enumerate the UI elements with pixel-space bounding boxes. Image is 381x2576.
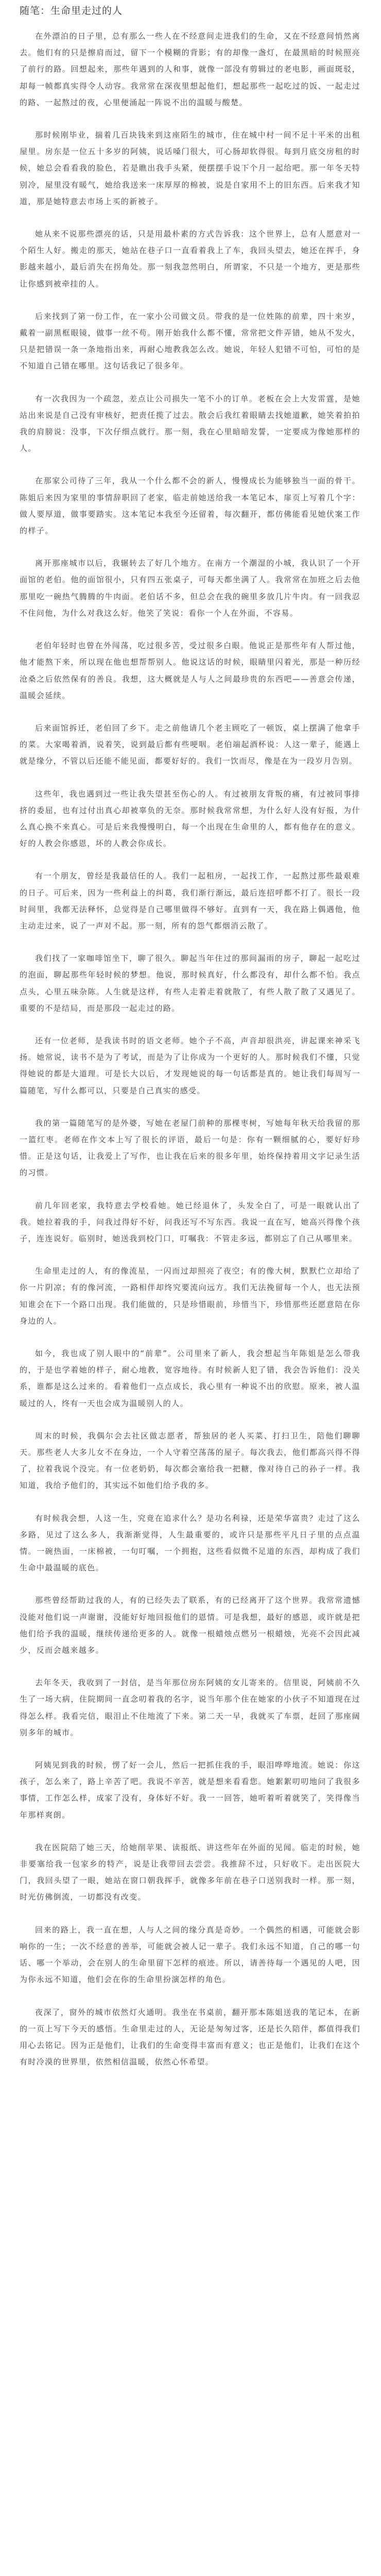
paragraph: 离开那座城市以后，我辗转去了好几个地方。在南方一个潮湿的小城，我认识了一个开面馆的老伯。他的面馆很小，只有四五张桌子，可每天都坐满了人。我常常在加班之后去他那里吃一碗热气腾腾的牛肉面。老伯话不多，但总会在我的碗里多放几片牛肉。有一回我忍不住问他，为什么对我这么好。他笑了笑说：看你一个人在外面，不容易。 — [20, 558, 360, 618]
paragraph: 周末的时候，我偶尔会去社区做志愿者，帮独居的老人买菜、打扫卫生，陪他们聊聊天。那些老人大多儿女不在身边，一个人守着空荡荡的屋子。每次我去，他们都高兴得不得了，拉着我说个没完。有一位老奶奶，每次都会塞给我一把糖，像对待自己的孙子一样。我知道，我给予他们的，其实远不如他们给予我的多。 — [20, 1431, 360, 1490]
paragraph: 在外漂泊的日子里，总有那么一些人在不经意间走进我们的生命，又在不经意间悄然离去。他们有的只是擦肩而过，留下一个模糊的背影；有的却像一盏灯，在最黑暗的时候照亮了前行的路。回想起来，那些年遇到的人和事，就像一部没有剪辑过的老电影，画面斑驳，却每一帧都真实得令人动容。我常常在深夜里想起他们，想起那些一起吃过的饭、一起走过的路、一起熬过的夜，心里便涌起一阵说不出的温暖与酸楚。 — [20, 31, 360, 107]
paragraph: 阿姨见到我的时候，愣了好一会儿，然后一把抓住我的手，眼泪哗哗地流。她说：你这孩子，怎么来了，路上辛苦了吧。我说不辛苦，就是想来看看您。她絮絮叨叨地问了我很多事情，工作怎么样，成家了没有，身体好不好。我一一回答，她听着听着就笑了，笑得像当年那样爽朗。 — [20, 1760, 360, 1820]
paragraph: 前几年回老家，我特意去学校看她。她已经退休了，头发全白了，可是一眼就认出了我。她拉着我的手，问我过得好不好，问我还写不写东西。我说一直在写，她高兴得像个孩子，连连说好。临别时，她送我到校门口，叮嘱我：不管走多远，都别忘了自己从哪里来。 — [20, 1200, 360, 1243]
paragraph: 这些年，我也遇到过一些让我失望甚至伤心的人。有过被朋友背叛的痛，有过被同事排挤的委屈，也有过付出真心却被辜负的无奈。那时候我常常想，为什么好人没有好报，为什么真心换不来真心。可是后来我慢慢明白，每一个出现在生命里的人，都有他存在的意义。好的人教会你感恩，坏的人教会你成长。 — [20, 789, 360, 849]
paragraph: 去年冬天，我收到了一封信，是当年那位房东阿姨的女儿寄来的。信里说，阿姨前不久生了一场大病，住院期间一直念叨着我的名字，说当年那个住在她家的小伙子不知道现在过得怎么样。我看完信，眼泪止不住地流了下来。第二天一早，我就买了车票，赶回了那座阔别多年的城市。 — [20, 1678, 360, 1737]
paragraph: 如今，我也成了别人眼中的“前辈”。公司里来了新人，我会想起当年陈姐是怎么带我的，于是也学着她的样子，耐心地教，宽容地待。有时候新人犯了错，我会告诉他们：没关系，谁都是这么过来的。看着他们一点点成长，我心里有一种说不出的欣慰。原来，被人温暖过的人，终有一天也会成为温暖别人的人。 — [20, 1349, 360, 1408]
paragraph: 她从来不说那些漂亮的话，只是用最朴素的方式告诉我：这个世界上，总有人愿意对一个陌生人好。搬走的那天，她站在巷子口一直看着我上了车，我回头望去，她还在挥手，身影越来越小，最后消失在拐角处。那一刻我忽然明白，所谓家，不只是一个地方，更是那些让你感到被牵挂的人。 — [20, 229, 360, 289]
paragraph: 回来的路上，我一直在想，人与人之间的缘分真是奇妙。一个偶然的相遇，可能就会影响你的一生；一次不经意的善举，可能就会被人记一辈子。我们永远不知道，自己的哪一句话、哪一个举动，会在别人的生命里留下怎样的痕迹。所以，请善待每一个遇见的人吧，因为你永远不知道，他们会在你的生命里扮演怎样的角色。 — [20, 1925, 360, 1985]
paragraph: 我的第一篇随笔写的是外婆，写她在老屋门前种的那棵枣树，写她每年秋天给我留的那一篮红枣。老师在作文本上写了很长的评语，最后一句是：你有一颗细腻的心，要好好珍惜。正是这句话，让我爱上了写作，也让我在后来的很多年里，始终保持着用文字记录生活的习惯。 — [20, 1118, 360, 1178]
paragraph: 生命里走过的人，有的像流星，一闪而过却照亮了夜空；有的像大树，默默伫立却给了你一片阴凉；有的像河流，一路相伴却终究要流向远方。我们无法挽留每一个人，也无法预知谁会在下一个路口出现。我们能做的，只是珍惜眼前，珍惜当下，珍惜那些还愿意陪在你身边的人。 — [20, 1266, 360, 1326]
paragraph: 有一次我因为一个疏忽，差点让公司损失一笔不小的订单。老板在会上大发雷霆，是她站出来说是自己没有审核好，把责任揽了过去。散会后我红着眼睛去找她道歉，她笑着拍拍我的肩膀说：没事，下次仔细点就行。那一刻，我在心里暗暗发誓，一定要成为像她那样的人。 — [20, 394, 360, 453]
paragraph: 有时候我会想，人这一生，究竟在追求什么？是功名利禄，还是荣华富贵？走过了这么多路，见过了这么多人，我渐渐觉得，人生最重要的，或许只是那些平凡日子里的点点温情。一碗热面，一床棉被，一句叮嘱，一个拥抱，这些看似微不足道的东西，却构成了我们生命中最温暖的底色。 — [20, 1513, 360, 1573]
paragraph: 还有一位老师，是我读书时的语文老师。她个子不高，声音却很洪亮，讲起课来神采飞扬。她常说，读书不是为了考试，而是为了让你成为一个更好的人。那时候我们不懂，只觉得她说的都是大道理。可是长大以后，才发现她说的每一句话都是真的。她让我们每周写一篇随笔，写什么都可以，只要是自己真实的感受。 — [20, 1036, 360, 1095]
paragraph: 在那家公司待了三年，我从一个什么都不会的新人，慢慢成长为能够独当一面的骨干。陈姐后来因为家里的事情辞职回了老家，临走前她送给我一本笔记本，扉页上写着几个字：做人要厚道，做事要踏实。这本笔记本我至今还留着，每次翻开，都仿佛能看见她伏案工作的样子。 — [20, 476, 360, 536]
paragraph: 那些曾经帮助过我的人，有的已经失去了联系，有的已经离开了这个世界。我常常遗憾没能对他们说一声谢谢，没能好好地回报他们的恩情。可是我想，最好的感恩，或许就是把他们给予我的温暖，继续传递给更多的人。就像一根蜡烛点燃另一根蜡烛，光亮不会因此减少，反而会越来越多。 — [20, 1596, 360, 1655]
article-body — [20, 28, 360, 2086]
paragraph: 老伯年轻时也曾在外闯荡，吃过很多苦，受过很多白眼。他说正是那些年有人帮过他，他才能熬下来，所以现在他也想帮帮别人。他说这话的时候，眼睛里闪着光，那是一种历经沧桑之后依然保有的善良。我想，这大概就是人与人之间最珍贵的东西吧——善意会传递，温暖会延续。 — [20, 641, 360, 700]
paragraph: 那时候刚毕业，揣着几百块钱来到这座陌生的城市，住在城中村一间不足十平米的出租屋里。房东是一位五十多岁的阿姨，说话嗓门很大，可心肠却软得很。每到月底交房租的时候，她总会看看我的脸色，若是瞧出我手头紧，便摆摆手说下个月一起给吧。那一年冬天特别冷，屋里没有暖气，她给我送来一床厚厚的棉被，说是自家用不上的旧东西。后来我才知道，那是她特意去市场上买的新被子。 — [20, 130, 360, 206]
paragraph: 后来面馆拆迁，老伯回了乡下。走之前他请几个老主顾吃了一顿饭，桌上摆满了他拿手的菜。大家喝着酒，说着笑，说到最后都有些哽咽。老伯端起酒杯说：人这一辈子，能遇上就是缘分，不管以后还能不能见面，都要好好的。我们一饮而尽，像是在为一段岁月告别。 — [20, 723, 360, 766]
page-title: 随笔：生命里走过的人 — [20, 5, 123, 16]
paragraph: 我们找了一家咖啡馆坐下，聊了很久。聊起当年住过的那间漏雨的房子，聊起一起吃过的泡面，聊起那些年轻时候的梦想。他说，那时候真好，什么都没有，却什么都不怕。我点点头，心里五味杂陈。人生就是这样，有些人走着走着就散了，有些人散了散了又遇见了。重要的不是结局，而是那段一起走过的路。 — [20, 954, 360, 1013]
paragraph: 夜深了，窗外的城市依然灯火通明。我坐在书桌前，翻开那本陈姐送我的笔记本，在新的一页上写下今天的感悟。生命里走过的人，无论是匆匆过客，还是长久陪伴，都值得我们用心去铭记。因为正是他们，让我们的生命变得丰富而有意义；也正是他们，让我们在这个有时冷漠的世界里，依然相信温暖，依然心怀希望。 — [20, 2007, 360, 2067]
paragraph: 有一个朋友，曾经是我最信任的人。我们一起租房，一起找工作，一起熬过那些最艰难的日子。可后来，因为一些利益上的纠葛，我们渐行渐远，最后连招呼都不打了。很长一段时间里，我都无法释怀，总觉得是自己哪里做得不够好。直到有一天，我在路上偶遇他，他主动走过来，说了一声对不起。那一刻，所有的怨气都烟消云散了。 — [20, 871, 360, 930]
paragraph: 后来找到了第一份工作，在一家小公司做文员。带我的是一位姓陈的前辈，四十来岁，戴着一副黑框眼镜，做事一丝不苟。刚开始我什么都不懂，常常把文件弄错，她从不发火，只是把错误一条一条地指出来，再耐心地教我怎么改。她说，年轻人犯错不可怕，可怕的是不知道自己错在哪里。这句话我记了很多年。 — [20, 311, 360, 371]
paragraph: 我在医院陪了她三天，给她削苹果、读报纸、讲这些年在外面的见闻。临走的时候，她非要塞给我一包家乡的特产，说是让我带回去尝尝。我推辞不过，只好收下。走出医院大门，我回头望了一眼，她站在窗口朝我挥手，就像多年前在巷子口送别我时一样。那一刻，时光仿佛倒流，一切都没有改变。 — [20, 1842, 360, 1902]
